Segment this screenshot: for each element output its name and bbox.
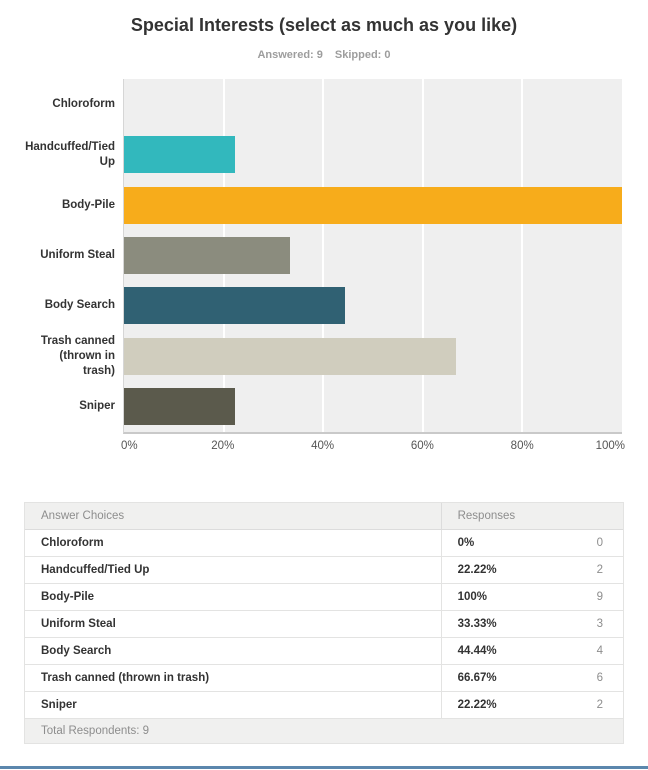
row-percent: 22.22%	[457, 564, 497, 576]
row-count: 4	[596, 645, 603, 657]
chart-row-trash-canned	[124, 331, 622, 381]
table-row	[25, 665, 623, 692]
row-responses	[441, 665, 623, 691]
row-count: 6	[596, 672, 603, 684]
table-header	[25, 503, 623, 530]
row-label: Uniform Steal	[41, 618, 116, 630]
skipped-count: Skipped: 0	[334, 49, 391, 61]
table-row	[25, 530, 623, 557]
chart-row-sniper	[124, 382, 622, 432]
row-responses	[441, 557, 623, 583]
category-label-handcuffed: Handcuffed/Tied Up	[25, 140, 115, 168]
bar-body-pile[interactable]	[124, 187, 622, 224]
chart-row-uniform-steal	[124, 230, 622, 280]
answer-stats	[0, 49, 648, 61]
category-label-trash-canned: Trash canned (thrown in trash)	[40, 334, 115, 377]
row-label: Handcuffed/Tied Up	[41, 564, 150, 576]
row-label: Body Search	[41, 645, 112, 657]
row-percent: 33.33%	[457, 618, 497, 630]
table-row	[25, 557, 623, 584]
x-axis	[121, 440, 625, 454]
bar-handcuffed[interactable]	[124, 136, 235, 173]
bar-rows	[124, 79, 622, 432]
category-axis	[0, 79, 123, 432]
row-responses	[441, 611, 623, 637]
category-label-body-pile: Body-Pile	[61, 198, 115, 211]
answered-count: Answered: 9	[257, 49, 323, 61]
category-label-sniper: Sniper	[79, 400, 115, 413]
bar-body-search[interactable]	[124, 287, 345, 324]
table-row	[25, 638, 623, 665]
table-row	[25, 584, 623, 611]
row-count: 2	[596, 699, 603, 711]
bottom-accent-bar	[0, 766, 648, 769]
row-label: Sniper	[41, 699, 77, 711]
chart-row-handcuffed	[124, 129, 622, 179]
row-percent: 44.44%	[457, 645, 497, 657]
row-percent: 100%	[457, 591, 488, 603]
row-responses	[441, 530, 623, 556]
chart-row-chloroform	[124, 79, 622, 129]
plot-area	[123, 79, 622, 434]
header-responses: Responses	[441, 503, 623, 529]
bar-sniper[interactable]	[124, 388, 235, 425]
chart-row-body-pile	[124, 180, 622, 230]
chart-row-body-search	[124, 281, 622, 331]
x-tick-80: 80%	[510, 440, 534, 452]
row-count: 3	[596, 618, 603, 630]
page-title: Special Interests (select as much as you like)	[130, 15, 518, 35]
row-count: 0	[596, 537, 603, 549]
row-responses	[441, 638, 623, 664]
row-responses	[441, 584, 623, 610]
row-label: Trash canned (thrown in trash)	[41, 672, 210, 684]
row-responses	[441, 692, 623, 718]
category-label-body-search: Body Search	[44, 299, 115, 312]
x-tick-0: 0%	[121, 440, 138, 452]
table-footer-total-respondents: Total Respondents: 9	[25, 719, 623, 743]
row-count: 2	[596, 564, 603, 576]
x-tick-40: 40%	[311, 440, 335, 452]
category-label-uniform-steal: Uniform Steal	[40, 248, 115, 261]
bar-uniform-steal[interactable]	[124, 237, 290, 274]
table-row	[25, 692, 623, 719]
category-label-chloroform: Chloroform	[52, 97, 115, 110]
bar-trash-canned[interactable]	[124, 338, 456, 375]
row-percent: 66.67%	[457, 672, 497, 684]
table-row	[25, 611, 623, 638]
row-count: 9	[596, 591, 603, 603]
row-label: Chloroform	[41, 537, 104, 549]
header-answer-choices: Answer Choices	[41, 510, 125, 522]
results-table	[24, 502, 624, 744]
row-percent: 0%	[457, 537, 475, 549]
x-tick-100: 100%	[595, 440, 625, 452]
row-percent: 22.22%	[457, 699, 497, 711]
row-label: Body-Pile	[41, 591, 95, 603]
x-tick-20: 20%	[211, 440, 235, 452]
bar-chart	[0, 79, 648, 434]
x-tick-60: 60%	[410, 440, 434, 452]
